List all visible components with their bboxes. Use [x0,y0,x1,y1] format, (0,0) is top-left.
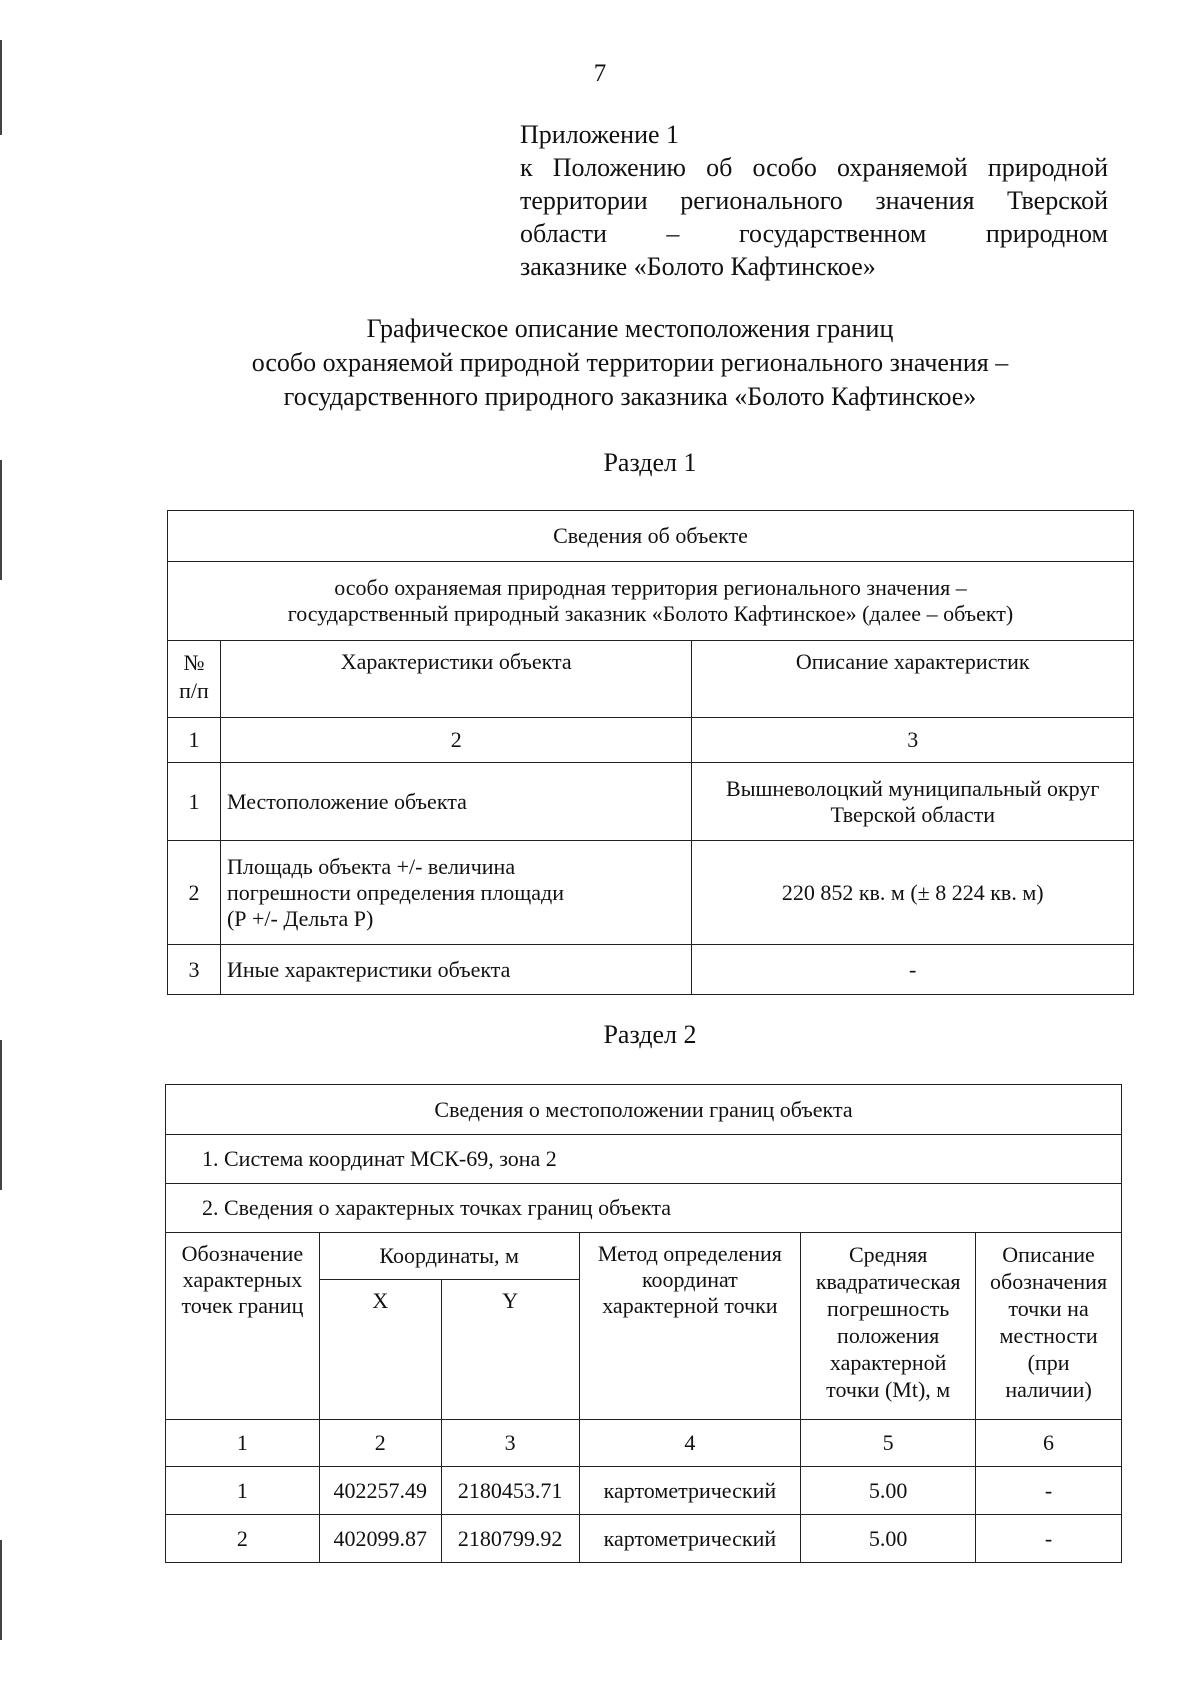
header-line: обозначения [990,1269,1108,1294]
page-number: 7 [593,60,607,87]
column-number: 4 [579,1420,801,1467]
object-description [168,562,1134,641]
scan-edge-mark [0,460,2,580]
column-number: 3 [692,718,1134,763]
title-line: особо охраняемой природной территории регионального значения – [251,348,1009,377]
header-method [579,1233,801,1420]
object-line: государственный природный заказник «Болото Кафтинское» (далее – объект) [287,601,1014,626]
coordinate-system: 1. Система координат МСК-69, зона 2 [166,1135,1122,1184]
row-characteristic-line: (Р +/- Дельта Р) [226,905,374,931]
boundary-points-table [165,1232,1122,1563]
header-line: положения [837,1323,940,1348]
table-row [168,841,1134,945]
row-number: 3 [168,945,221,995]
point-y: 2180453.71 [441,1467,579,1515]
appendix-line: Приложение 1 [520,120,680,149]
header-number-line: № [183,650,205,675]
point-method: картометрический [579,1515,801,1563]
document-title [170,312,1090,414]
header-line: (при [1027,1350,1070,1375]
table-caption: Сведения об объекте [168,511,1134,562]
table-row [168,763,1134,841]
header-line: Обозначение [181,1241,304,1266]
header-designation [166,1233,320,1420]
point-id: 1 [166,1467,320,1515]
row-value: - [692,945,1134,995]
header-line: погрешность [827,1296,950,1321]
header-line: Метод определения [597,1241,782,1266]
table-row [166,1467,1122,1515]
header-line: характерных [182,1267,303,1292]
header-coordinates: Координаты, м [319,1233,579,1280]
appendix-line: области – государственном природном [520,219,1108,248]
header-line: местности [999,1323,1098,1348]
scan-edge-mark [0,1540,2,1640]
header-line: точки (Mt), м [826,1377,951,1402]
point-error: 5.00 [801,1467,976,1515]
header-line: Описание [1002,1242,1095,1267]
header-line: характерной точки [602,1293,778,1318]
header-line: характерной [829,1350,947,1375]
row-value-line: Тверской области [830,801,995,827]
appendix-line: заказнике «Болото Кафтинское» [520,252,876,281]
header-x: X [319,1280,441,1420]
row-characteristic: Иные характеристики объекта [220,945,691,995]
header-description: Описание характеристик [692,641,1134,718]
row-characteristic: Местоположение объекта [220,763,691,841]
point-error: 5.00 [801,1515,976,1563]
column-number: 1 [166,1420,320,1467]
table-row [168,945,1134,995]
column-number: 1 [168,718,221,763]
title-line: Графическое описание местоположения границ [366,314,894,343]
header-number [168,641,221,718]
scan-edge-mark [0,1040,2,1190]
row-characteristic-line: Площадь объекта +/- величина [226,853,516,879]
row-characteristic-line: погрешности определения площади [226,879,564,905]
appendix-line: территории регионального значения Тверской [520,186,1108,215]
appendix-line: к Положению об особо охраняемой природной [520,153,1108,182]
points-caption: 2. Сведения о характерных точках границ объекта [166,1184,1122,1233]
section2-heading: Раздел 2 [603,1020,697,1049]
row-number: 1 [168,763,221,841]
row-value: 220 852 кв. м (± 8 224 кв. м) [692,841,1134,945]
header-number-line: п/п [179,678,209,703]
column-number: 2 [220,718,691,763]
appendix-block [520,118,1108,283]
header-characteristic: Характеристики объекта [220,641,691,718]
header-line: Средняя [849,1242,928,1267]
point-description: - [976,1467,1122,1515]
header-line: координат [641,1267,738,1292]
point-id: 2 [166,1515,320,1563]
header-line: квадратическая [815,1269,961,1294]
point-y: 2180799.92 [441,1515,579,1563]
header-line: наличии) [1005,1377,1092,1402]
location-caption-table [165,1084,1122,1233]
row-characteristic [220,841,691,945]
row-value [692,763,1134,841]
point-x: 402257.49 [319,1467,441,1515]
header-error [801,1233,976,1420]
column-number: 3 [441,1420,579,1467]
row-number: 2 [168,841,221,945]
column-number: 6 [976,1420,1122,1467]
header-line: точки на [1008,1296,1089,1321]
header-line: точек границ [181,1293,304,1318]
column-number: 2 [319,1420,441,1467]
header-point-description [976,1233,1122,1420]
object-line: особо охраняемая природная территория регионального значения – [334,575,967,600]
object-info-table [167,510,1134,995]
point-description: - [976,1515,1122,1563]
point-x: 402099.87 [319,1515,441,1563]
table-row [166,1515,1122,1563]
title-line: государственного природного заказника «Болото Кафтинское» [283,382,977,411]
point-method: картометрический [579,1467,801,1515]
header-y: Y [441,1280,579,1420]
column-number: 5 [801,1420,976,1467]
row-value-line: Вышневолоцкий муниципальный округ [726,775,1100,801]
section1-heading: Раздел 1 [603,448,697,477]
table-caption: Сведения о местоположении границ объекта [166,1085,1122,1135]
